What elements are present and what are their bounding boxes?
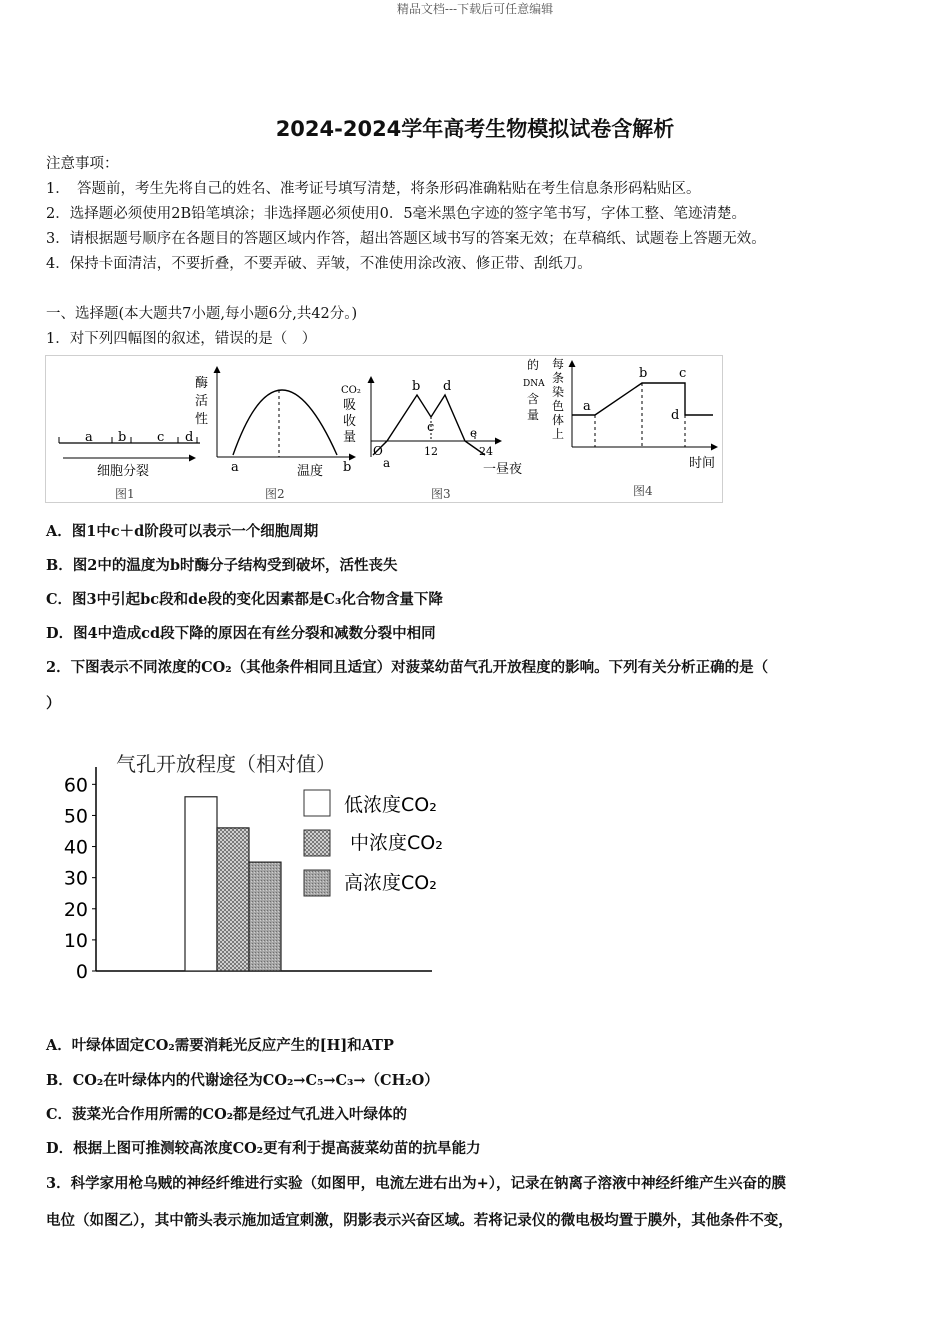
fig2-ylabel-2: 活 — [195, 394, 209, 409]
fig2-a: a — [231, 460, 239, 475]
fig3-b: b — [412, 379, 421, 394]
fig1-c: c — [157, 430, 165, 445]
fig4-yr-2: 条 — [552, 371, 565, 385]
fig4-xlabel: 时间 — [689, 456, 716, 471]
question-2-stem: 2．下图表示不同浓度的CO₂（其他条件相同且适宜）对菠菜幼苗气孔开放程度的影响。下列有关分析正确的是（ — [46, 659, 769, 676]
fig4-ylabel-l3: 量 — [527, 408, 540, 422]
fig4-yr-4: 色 — [552, 399, 565, 413]
question-2-stem-cont: ） — [46, 695, 61, 712]
fig3-ylabel-3: 量 — [343, 430, 357, 445]
y-tick-label: 20 — [63, 898, 88, 921]
y-tick-label: 60 — [63, 774, 88, 797]
q2-option-d: D．根据上图可推测较高浓度CO₂更有利于提高菠菜幼苗的抗旱能力 — [46, 1140, 481, 1157]
question-3-stem-cont: 电位（如图乙），其中箭头表示施加适宜刺激，阴影表示兴奋区域。若将记录仪的微电极均置于膜外，其他条件不变， — [46, 1212, 793, 1229]
figure-4-dna-content — [523, 356, 717, 498]
legend-low: 低浓度CO₂ — [344, 794, 437, 816]
figure-3-co2-uptake — [341, 377, 522, 501]
bar-1 — [217, 828, 249, 971]
q1-option-a: A．图1中c＋d阶段可以表示一个细胞周期 — [46, 523, 319, 540]
notice-item: 2．选择题必须使用2B铅笔填涂；非选择题必须使用0．5毫米黑色字迹的签字笔书写，字体工整、笔迹清楚。 — [46, 206, 747, 222]
q1-option-d: D．图4中造成cd段下降的原因在有丝分裂和减数分裂中相同 — [46, 625, 436, 642]
figure-1-cell-cycle — [59, 430, 200, 501]
legend-swatch-low — [304, 790, 330, 816]
notice-heading: 注意事项： — [46, 156, 119, 172]
fig4-yr-1: 每 — [552, 357, 565, 371]
q2-option-a: A．叶绿体固定CO₂需要消耗光反应产生的[H]和ATP — [46, 1037, 394, 1054]
fig3-t12: 12 — [424, 445, 438, 458]
fig4-yr-6: 上 — [552, 427, 565, 441]
q2-option-b: B．CO₂在叶绿体内的代谢途径为CO₂→C₅→C₃→（CH₂O） — [46, 1072, 439, 1089]
q1-figure — [45, 355, 723, 503]
fig3-xlabel: 一昼夜 — [483, 462, 523, 477]
fig1-b: b — [118, 430, 127, 445]
legend-mid: 中浓度CO₂ — [350, 832, 443, 854]
notice-item: 4．保持卡面清洁，不要折叠，不要弄破、弄皱，不准使用涂改液、修正带、刮纸刀。 — [46, 256, 592, 272]
q2-option-c: C．菠菜光合作用所需的CO₂都是经过气孔进入叶绿体的 — [46, 1106, 408, 1123]
notice-item: 1． 答题前，考生先将自己的姓名、准考证号填写清楚，将条形码准确粘贴在考生信息条形码粘贴区。 — [46, 181, 701, 197]
bar-0 — [185, 797, 217, 971]
y-tick-label: 50 — [63, 805, 88, 828]
legend-swatch-high — [304, 870, 330, 896]
fig3-c: c — [427, 420, 435, 435]
fig1-label: 细胞分裂 — [97, 464, 150, 479]
chart-legend — [304, 790, 443, 896]
fig2-b: b — [343, 460, 352, 475]
fig4-c: c — [679, 366, 687, 381]
fig1-caption: 图1 — [115, 487, 135, 501]
fig4-b: b — [639, 366, 648, 381]
bar-2 — [249, 862, 281, 971]
fig2-ylabel-3: 性 — [195, 412, 209, 427]
fig3-co2: CO₂ — [341, 385, 361, 396]
fig4-caption: 图4 — [633, 484, 653, 498]
fig4-ylabel-l2: 含 — [527, 392, 540, 406]
fig3-ylabel-2: 收 — [343, 414, 357, 429]
fig3-ylabel-1: 吸 — [343, 398, 357, 413]
y-tick-label: 40 — [63, 836, 88, 859]
fig4-d: d — [671, 408, 680, 423]
section-heading: 一、选择题(本大题共7小题,每小题6分,共42分。) — [46, 306, 358, 322]
fig2-xlabel: 温度 — [297, 464, 324, 479]
y-tick-label: 30 — [63, 867, 88, 890]
question-1-stem: 1．对下列四幅图的叙述，错误的是（ ） — [46, 331, 317, 347]
page-header: 精品文档---下载后可任意编辑 — [396, 2, 554, 16]
legend-high: 高浓度CO₂ — [344, 872, 437, 894]
q1-option-c: C．图3中引起bc段和de段的变化因素都是C₃化合物含量下降 — [46, 591, 443, 608]
fig1-a: a — [85, 430, 93, 445]
fig2-caption: 图2 — [265, 487, 285, 501]
fig4-ylabel-l1: 的 — [527, 358, 540, 372]
fig4-ylabel-dna: DNA — [523, 379, 545, 389]
fig3-a: a — [383, 456, 391, 470]
fig1-d: d — [185, 430, 194, 445]
fig3-d: d — [443, 379, 452, 394]
chart-title: 气孔开放程度（相对值） — [116, 752, 336, 776]
question-3-stem: 3．科学家用枪乌贼的神经纤维进行实验（如图甲，电流左进右出为+），记录在钠离子溶液中神经纤维产生兴奋的膜 — [46, 1175, 786, 1192]
y-tick-label: 10 — [63, 929, 88, 952]
fig4-yr-5: 体 — [552, 413, 565, 427]
q2-bar-chart — [60, 745, 450, 980]
fig4-yr-3: 染 — [552, 385, 565, 399]
q1-option-b: B．图2中的温度为b时酶分子结构受到破坏，活性丧失 — [46, 557, 398, 574]
notice-item: 3．请根据题号顺序在各题目的答题区域内作答，超出答题区域书写的答案无效；在草稿纸、试题卷上答题无效。 — [46, 231, 766, 247]
fig3-t24: 24 — [479, 445, 493, 458]
fig3-o: O — [373, 444, 383, 458]
fig4-a: a — [583, 399, 591, 414]
fig2-ylabel-1: 酶 — [195, 376, 209, 391]
figure-2-enzyme-activity — [195, 367, 355, 501]
fig3-caption: 图3 — [431, 487, 451, 501]
fig3-e: e — [470, 426, 478, 440]
page-title: 2024-2024学年高考生物模拟试卷含解析 — [275, 117, 675, 141]
y-tick-label: 0 — [75, 961, 88, 980]
legend-swatch-mid — [304, 830, 330, 856]
